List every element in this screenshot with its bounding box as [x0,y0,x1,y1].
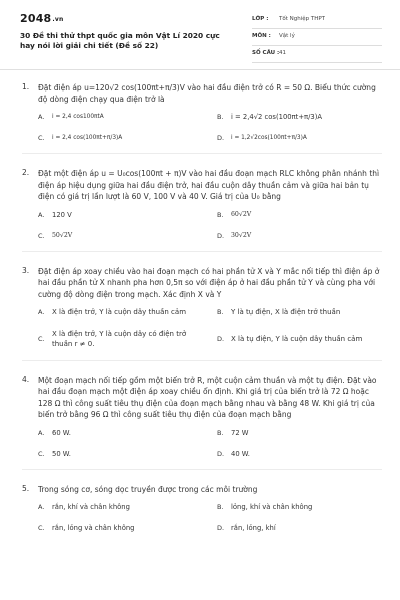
option-text: rắn, lỏng, khí [231,524,276,532]
option-b[interactable] [217,502,382,512]
answer-options [38,428,382,459]
question-number: 3. [22,265,30,275]
answer-options [38,112,382,143]
question-separator [22,469,382,470]
option-letter: D. [217,524,225,532]
meta-label: LỚP : [252,16,269,22]
option-text: 50 W. [52,449,71,458]
question-text: Một đoạn mạch nối tiếp gồm một biến trở R, một cuộn cảm thuần và một tụ điện. Đặt vào hai đầu đoạn mạch một điện áp xoay chiều ổn định. Khi giá trị của biến trở là 72 Ω hoặc 128 Ω thì công suất tiêu thụ điện của đoạn mạch bằng nhau và bằng 48 W. Khi giá trị của biến trở bằng 96 Ω thì công suất tiêu thụ điện của đoạn mạch bằng [38,375,377,419]
question-separator [22,360,382,361]
option-a[interactable] [38,428,203,438]
question-4 [22,375,382,470]
option-d[interactable] [217,449,382,459]
question-text: Đặt một điện áp u = U₀cos(100πt + π)V vào hai đầu đoạn mạch RLC không phân nhánh thì điện áp hiệu dụng giữa hai đầu điện trở, hai đầu cuộn dây thuần cảm và giữa hai bản tụ điện có giá trị lần lượt là 60 V, 100 V và 40 V. Giá trị của U₀ bằng [38,169,380,201]
option-letter: C. [38,134,45,142]
question-number: 2. [22,168,30,177]
option-letter: C. [38,231,45,240]
meta-value: Tốt Nghiệp THPT [279,16,326,22]
option-text: 60 W. [52,428,71,437]
option-text: X là điện trở, Y là cuộn dây có điện trở thuần r ≠ 0. [52,329,187,348]
answer-options [38,502,382,533]
option-letter: C. [38,524,45,532]
option-d[interactable] [217,133,382,143]
option-letter: D. [217,134,225,142]
option-c[interactable] [38,329,203,350]
option-letter: D. [217,231,225,240]
option-text: rắn, khí và chân không [52,503,130,511]
meta-label: SỐ CÂU : [252,50,280,56]
option-text: X là tụ điện, Y là cuộn dây thuần cảm [231,334,363,343]
option-letter: B. [217,428,224,437]
option-letter: C. [38,335,45,343]
site-logo[interactable] [20,12,63,25]
option-letter: C. [38,449,45,458]
option-c[interactable] [38,231,203,241]
question-separator [22,251,382,252]
option-d[interactable] [217,329,382,350]
answer-options [38,210,382,241]
option-a[interactable] [38,502,203,512]
answer-options [38,307,382,350]
option-text: 120 V [52,210,72,219]
option-letter: B. [217,210,224,219]
option-a[interactable] [38,307,203,318]
option-text: i = 2,4 cos(100πt+π/3)A [52,135,123,141]
option-text: i = 1,2√2cos(100πt+π/3)A [231,135,307,141]
option-letter: B. [217,308,224,317]
option-d[interactable] [217,231,382,241]
question-text: Đặt điện áp xoay chiều vào hai đoạn mạch có hai phần tử X và Y mắc nối tiếp thì điện áp ở hai đầu phần tử X nhanh pha hơn 0,5π so với điện áp ở hai đầu phần tử Y và cùng pha với cường độ dòng điện trong mạch. Xác định X và Y [38,266,380,299]
option-text: 30√2V [231,231,252,239]
option-d[interactable] [217,523,382,533]
question-separator [22,153,382,154]
option-text: 40 W. [231,449,250,458]
option-text: 50√2V [52,231,73,239]
option-letter: A. [38,210,45,219]
option-letter: A. [38,113,45,121]
logo-suffix: .vn [52,16,64,23]
option-letter: A. [38,428,45,437]
option-b[interactable] [217,307,382,318]
exam-header [20,12,382,64]
option-text: 60√2V [231,210,252,218]
meta-row-class [252,12,382,29]
option-letter: D. [217,335,225,343]
meta-value: 41 [279,50,286,56]
question-list [22,82,382,547]
question-number: 1. [22,82,30,91]
question-number: 4. [22,374,30,384]
option-a[interactable] [38,112,203,122]
option-text: 72 W [231,428,249,437]
option-letter: A. [38,308,45,317]
question-text: Trong sóng cơ, sóng dọc truyền được trong các môi trường [38,484,258,494]
option-letter: D. [217,449,225,458]
meta-row-subject [252,29,382,46]
option-b[interactable] [217,428,382,438]
meta-value: Vật lý [279,33,295,39]
option-text: lỏng, khí và chân không [231,503,313,511]
option-text: i = 2,4√2 cos(100πt+π/3)A [231,113,323,121]
option-text: rắn, lỏng và chân không [52,524,135,532]
option-b[interactable] [217,210,382,220]
option-text: i = 2,4 cos100πtA [52,114,104,120]
question-3 [22,266,382,361]
option-letter: B. [217,113,224,121]
option-c[interactable] [38,133,203,143]
question-2 [22,168,382,252]
exam-meta [252,12,382,63]
option-b[interactable] [217,112,382,122]
option-c[interactable] [38,523,203,533]
meta-row-count [252,46,382,63]
logo-text: 2048 [20,12,52,25]
meta-label: MÔN : [252,33,271,39]
question-5 [22,484,382,534]
option-text: Y là tụ điện, X là điện trở thuần [231,308,341,316]
question-number: 5. [22,483,30,493]
exam-title: 30 Đề thi thử thpt quốc gia môn Vật Lí 2020 cực hay nói lời giải chi tiết (Đề số 22) [20,31,220,50]
question-1 [22,82,382,154]
option-c[interactable] [38,449,203,459]
header-divider [0,69,400,70]
option-a[interactable] [38,210,203,220]
option-letter: B. [217,503,224,511]
option-letter: A. [38,503,45,511]
option-text: X là điện trở, Y là cuộn dây thuần cảm [52,308,187,316]
question-text: Đặt điện áp u=120√2 cos(100πt+π/3)V vào hai đầu điện trở có R = 50 Ω. Biểu thức cường độ dòng điện chạy qua điện trở là [38,83,376,104]
